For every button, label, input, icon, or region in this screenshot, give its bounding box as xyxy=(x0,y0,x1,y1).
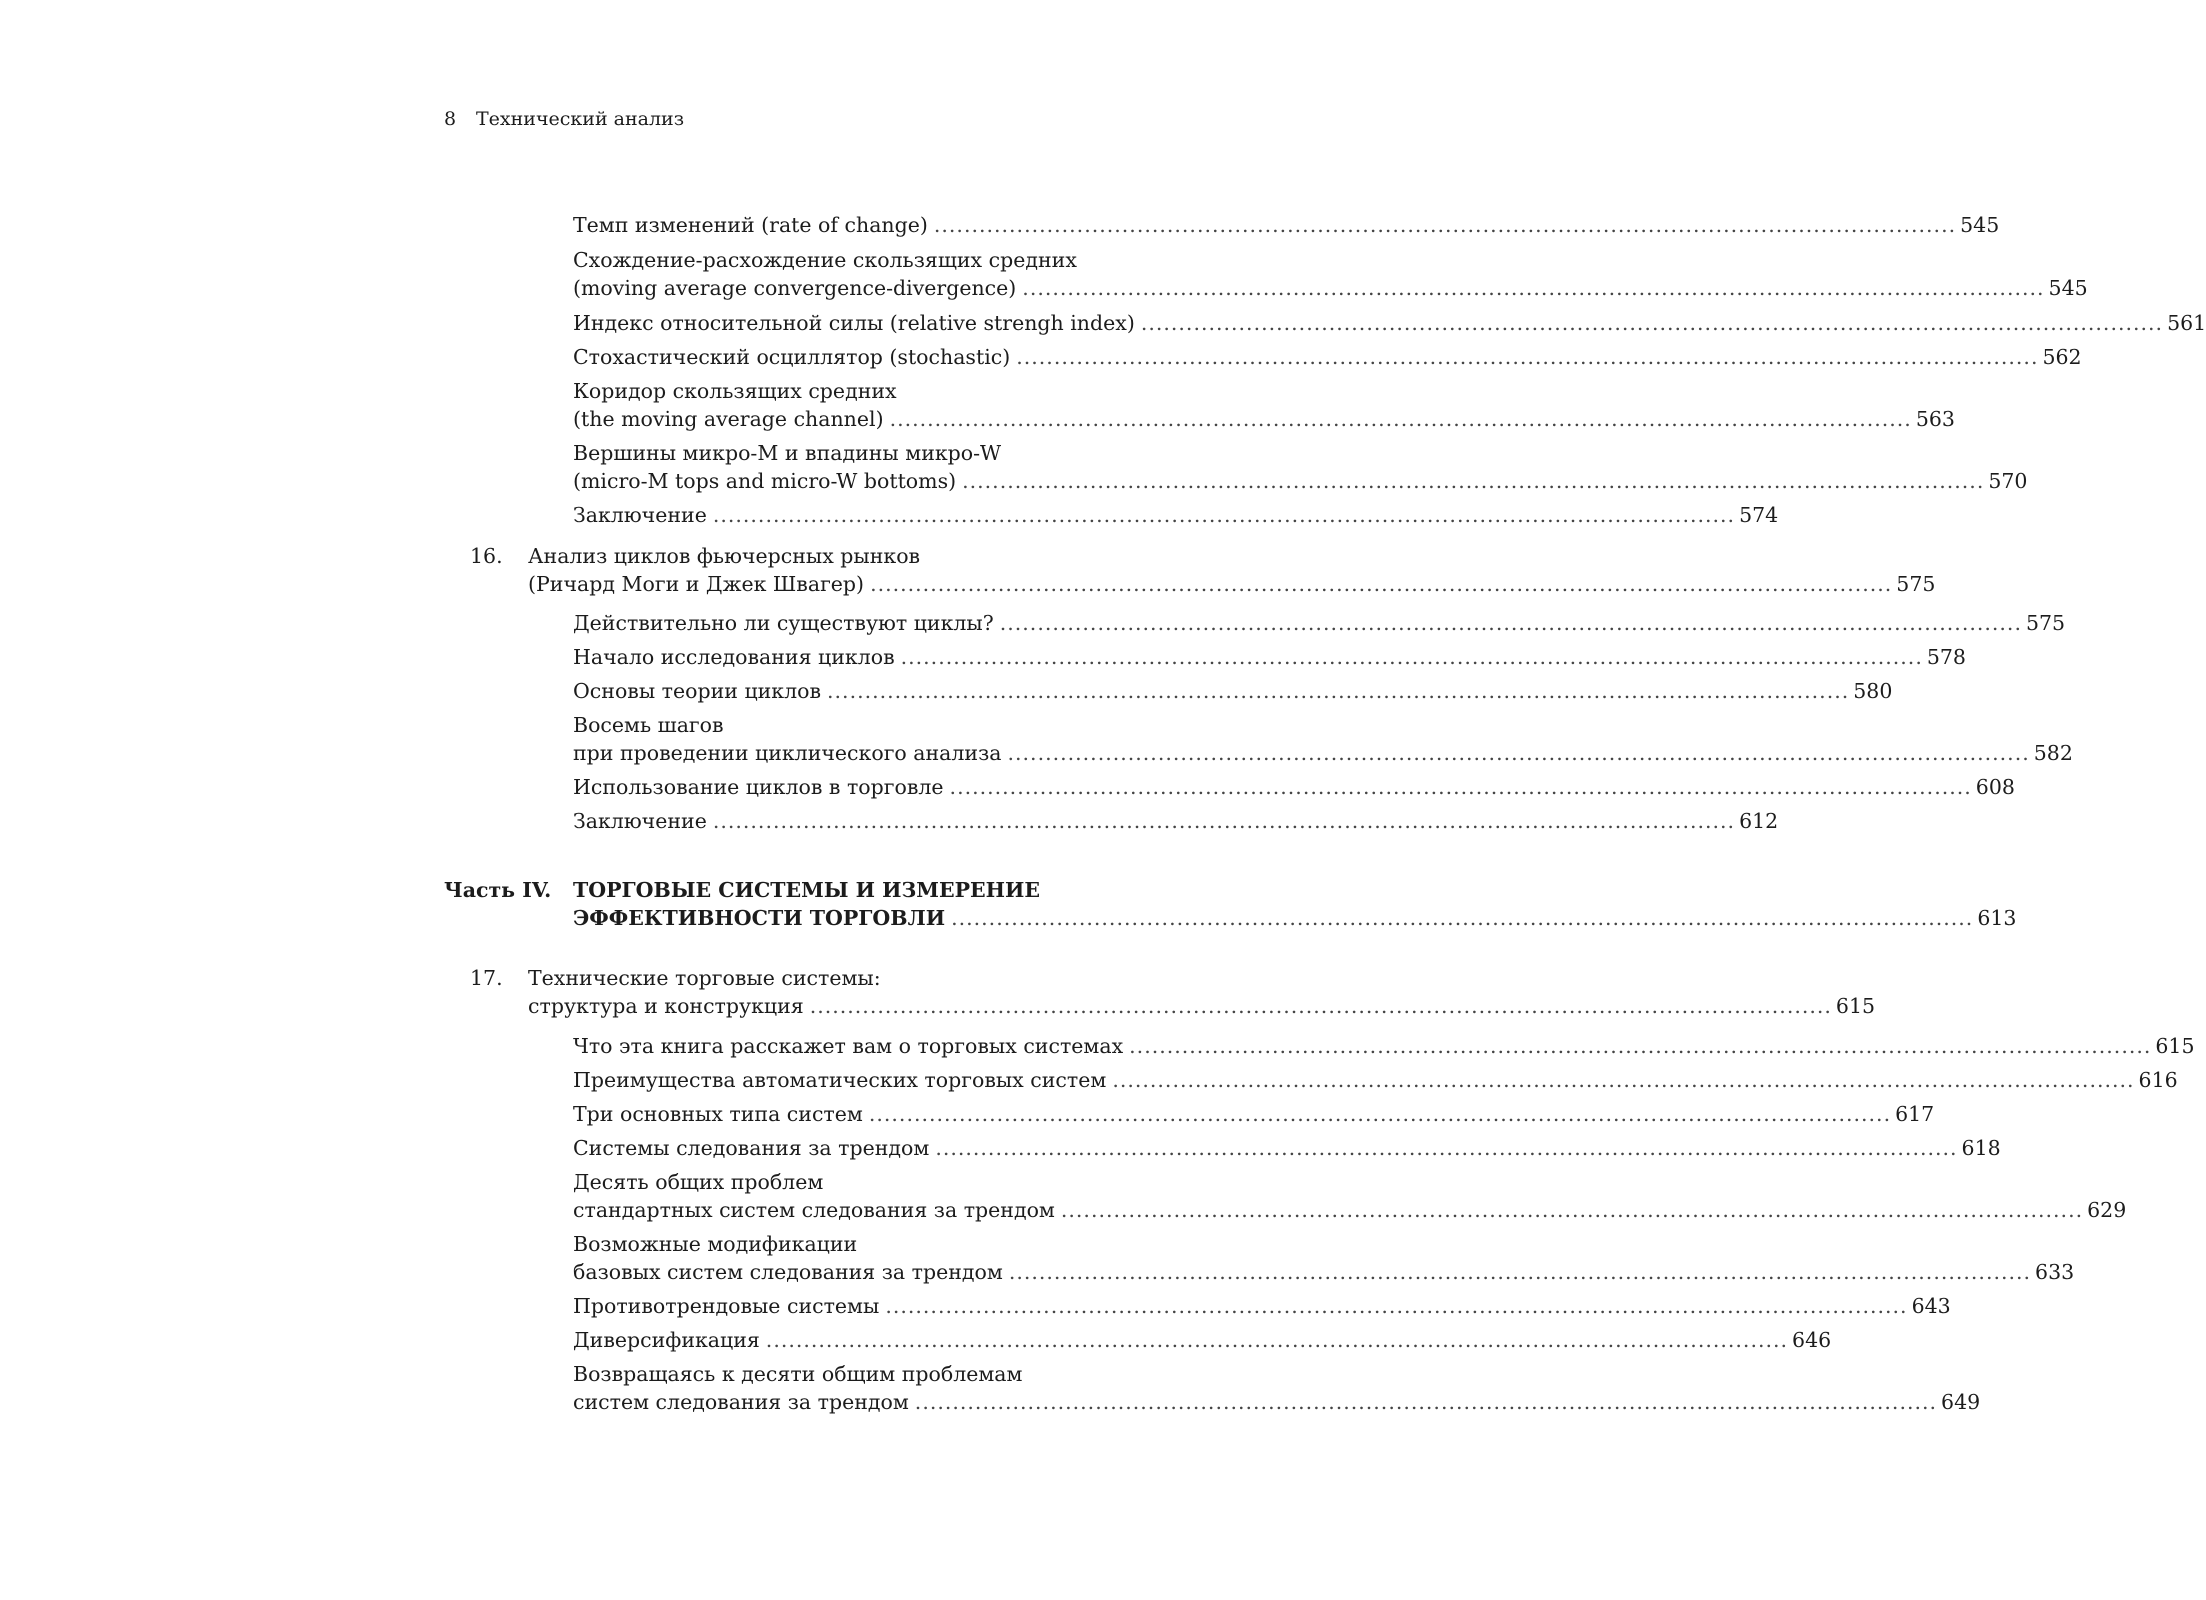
toc-entry-title: Основы теории циклов xyxy=(573,679,822,703)
toc-entry-title: (the moving average channel) xyxy=(573,407,884,431)
toc-entry-ten-problems xyxy=(573,1168,2127,1224)
leader-dots: ........................................................................................................................................ xyxy=(870,572,1893,596)
toc-entry-title: Стохастический осциллятор (stochastic) xyxy=(573,345,1011,369)
page-number: 8 xyxy=(444,108,457,130)
toc-entry-counter-trend xyxy=(573,1292,1951,1320)
toc-entry-title: Индекс относительной силы (relative strengh index) xyxy=(573,311,1135,335)
toc-entry-title-line: Возвращаясь к десяти общим проблемам xyxy=(573,1362,1023,1386)
toc-entry-what-book-tells xyxy=(573,1032,2195,1060)
toc-page-number: 561 xyxy=(2167,311,2206,335)
toc-page-number: 575 xyxy=(2025,611,2066,635)
toc-entry-ma-channel xyxy=(573,377,1955,433)
toc-entry-title-line: Коридор скользящих средних xyxy=(573,379,897,403)
leader-dots: ........................................................................................................................................ xyxy=(1007,741,2030,765)
running-head-title: Технический анализ xyxy=(476,108,685,130)
toc-entry-title: Системы следования за трендом xyxy=(573,1136,930,1160)
toc-entry-cycle-theory xyxy=(573,677,1893,705)
toc-entry-title-line: Анализ циклов фьючерсных рынков xyxy=(528,544,921,568)
toc-page-number: 629 xyxy=(2087,1198,2127,1222)
toc-entry-conclusion-15 xyxy=(573,501,1779,529)
part-title-line: ТОРГОВЫЕ СИСТЕМЫ И ИЗМЕРЕНИЕ xyxy=(573,878,1040,902)
leader-dots: ........................................................................................................................................ xyxy=(712,503,1736,527)
toc-entry-title: структура и конструкция xyxy=(528,994,804,1018)
leader-dots: ........................................................................................................................................ xyxy=(809,994,1832,1018)
toc-entry-title-line: Технические торговые системы: xyxy=(528,966,881,990)
leader-dots: ........................................................................................................................................ xyxy=(765,1328,1789,1352)
toc-page-number: 608 xyxy=(1975,775,2015,799)
leader-dots: ........................................................................................................................................ xyxy=(949,775,1972,799)
toc-entry-automatic-advantages xyxy=(573,1066,2178,1094)
toc-page-number: 570 xyxy=(1988,469,2028,493)
toc-entry-cycles-in-trading xyxy=(573,773,2015,801)
toc-page-number: 562 xyxy=(2042,345,2082,369)
toc-page-number: 618 xyxy=(1961,1136,2001,1160)
toc-entry-title: при проведении циклического анализа xyxy=(573,741,1002,765)
toc-entry-title: Использование циклов в торговле xyxy=(573,775,944,799)
leader-dots: ........................................................................................................................................ xyxy=(1112,1068,2135,1092)
toc-entry-cycle-research xyxy=(573,643,1966,671)
toc-page-number: 617 xyxy=(1895,1102,1935,1126)
toc-page-number: 612 xyxy=(1739,809,1779,833)
chapter-number: 16. xyxy=(470,544,503,568)
toc-entry-diversification xyxy=(573,1326,1832,1354)
leader-dots: ........................................................................................................................................ xyxy=(951,906,1974,930)
toc-entry-modifications xyxy=(573,1230,2075,1286)
toc-page-number: 616 xyxy=(2138,1068,2178,1092)
toc-entry-three-types xyxy=(573,1100,1935,1128)
toc-entry-title: Действительно ли существуют циклы? xyxy=(573,611,994,635)
toc-entry-stochastic xyxy=(573,343,2082,371)
leader-dots: ........................................................................................................................................ xyxy=(1016,345,2039,369)
toc-page-number: 580 xyxy=(1853,679,1893,703)
leader-dots: ........................................................................................................................................ xyxy=(868,1102,1892,1126)
toc-page-number: 643 xyxy=(1911,1294,1951,1318)
leader-dots: ........................................................................................................................................ xyxy=(885,1294,1908,1318)
toc-entry-do-cycles-exist xyxy=(573,609,2066,637)
toc-entry-micro-m-w xyxy=(573,439,2028,495)
toc-page-number: 574 xyxy=(1739,503,1779,527)
part-label: Часть IV. xyxy=(444,878,552,902)
toc-entry-title: Заключение xyxy=(573,809,707,833)
toc-entry-rate-of-change xyxy=(573,211,2000,239)
toc-entry-title-line: Возможные модификации xyxy=(573,1232,858,1256)
leader-dots: ........................................................................................................................................ xyxy=(1022,276,2045,300)
toc-entry-title-line: Десять общих проблем xyxy=(573,1170,824,1194)
toc-part-4 xyxy=(573,876,2017,932)
leader-dots: ........................................................................................................................................ xyxy=(712,809,1736,833)
toc-entry-title: базовых систем следования за трендом xyxy=(573,1260,1003,1284)
toc-entry-title: стандартных систем следования за трендом xyxy=(573,1198,1055,1222)
leader-dots: ........................................................................................................................................ xyxy=(999,611,2022,635)
toc-entry-title-line: Вершины микро-M и впадины микро-W xyxy=(573,441,1002,465)
toc-entry-conclusion-16 xyxy=(573,807,1779,835)
leader-dots: ........................................................................................................................................ xyxy=(1060,1198,2084,1222)
leader-dots: ........................................................................................................................................ xyxy=(1008,1260,2032,1284)
chapter-number: 17. xyxy=(470,966,503,990)
toc-entry-title: Заключение xyxy=(573,503,707,527)
toc-entry-trend-following xyxy=(573,1134,2001,1162)
toc-entry-title: Темп изменений (rate of change) xyxy=(573,213,928,237)
toc-chapter-16 xyxy=(470,542,1936,598)
toc-entry-revisiting-problems xyxy=(573,1360,1981,1416)
toc-entry-title: Преимущества автоматических торговых систем xyxy=(573,1068,1107,1092)
toc-page-number: 563 xyxy=(1915,407,1955,431)
leader-dots: ........................................................................................................................................ xyxy=(1129,1034,2152,1058)
toc-entry-macd xyxy=(573,246,2088,302)
toc-entry-title: Что эта книга расскажет вам о торговых системах xyxy=(573,1034,1124,1058)
toc-entry-title: Начало исследования циклов xyxy=(573,645,895,669)
toc-page-number: 633 xyxy=(2035,1260,2075,1284)
toc-page-number: 578 xyxy=(1926,645,1966,669)
toc-page-number: 615 xyxy=(1835,994,1876,1018)
toc-entry-title: (Ричард Моги и Джек Швагер) xyxy=(528,572,865,596)
leader-dots: ........................................................................................................................................ xyxy=(889,407,1912,431)
toc-entry-title: (micro-M tops and micro-W bottoms) xyxy=(573,469,957,493)
toc-page-number: 613 xyxy=(1977,906,2017,930)
leader-dots: ........................................................................................................................................ xyxy=(1140,311,2164,335)
toc-entry-title-line: Схождение-расхождение скользящих средних xyxy=(573,248,1077,272)
leader-dots: ........................................................................................................................................ xyxy=(900,645,1923,669)
toc-page-number: 615 xyxy=(2155,1034,2195,1058)
toc-entry-title: (moving average convergence-divergence) xyxy=(573,276,1017,300)
toc-page-number: 582 xyxy=(2033,741,2073,765)
toc-page-number: 545 xyxy=(1960,213,2000,237)
toc-page-number: 575 xyxy=(1896,572,1936,596)
toc-entry-title: Диверсификация xyxy=(573,1328,760,1352)
leader-dots: ........................................................................................................................................ xyxy=(827,679,1850,703)
leader-dots: ........................................................................................................................................ xyxy=(935,1136,1958,1160)
toc-page-number: 545 xyxy=(2048,276,2088,300)
toc-page-number: 646 xyxy=(1792,1328,1832,1352)
toc-entry-eight-steps xyxy=(573,711,2073,767)
toc-chapter-17 xyxy=(470,964,1876,1020)
toc-entry-title: Противотрендовые системы xyxy=(573,1294,880,1318)
toc-entry-title-line: Восемь шагов xyxy=(573,713,724,737)
leader-dots: ........................................................................................................................................ xyxy=(962,469,1985,493)
toc-entry-title: систем следования за трендом xyxy=(573,1390,909,1414)
leader-dots: ........................................................................................................................................ xyxy=(933,213,1957,237)
leader-dots: ........................................................................................................................................ xyxy=(914,1390,1938,1414)
toc-page-number: 649 xyxy=(1941,1390,1981,1414)
part-title: ЭФФЕКТИВНОСТИ ТОРГОВЛИ xyxy=(573,906,946,930)
toc-entry-rsi xyxy=(573,309,2206,337)
toc-entry-title: Три основных типа систем xyxy=(573,1102,863,1126)
